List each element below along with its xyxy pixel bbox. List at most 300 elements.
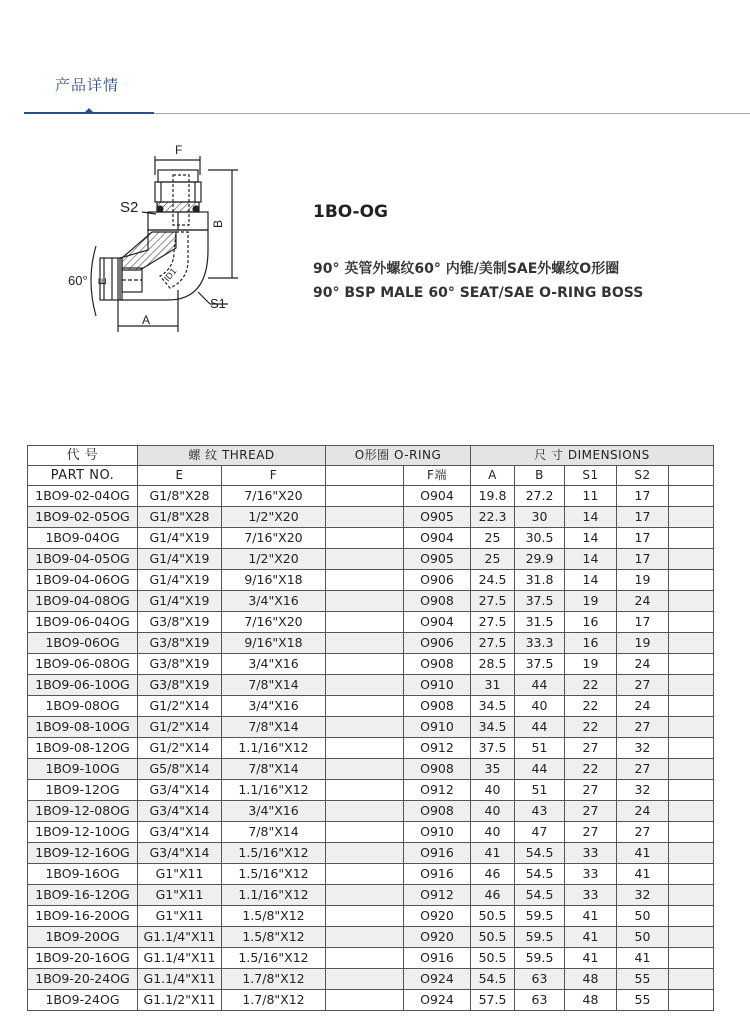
table-row bbox=[28, 696, 714, 717]
cell-blank bbox=[326, 801, 404, 822]
cell-dim-s2: 27 bbox=[617, 675, 669, 696]
header-oring: O形圈 O-RING bbox=[326, 446, 471, 466]
cell-extra bbox=[669, 738, 714, 759]
cell-dim-a: 27.5 bbox=[471, 633, 515, 654]
table-row bbox=[28, 738, 714, 759]
cell-dim-a: 40 bbox=[471, 801, 515, 822]
cell-thread-e: G3/8"X19 bbox=[138, 675, 222, 696]
cell-dim-s2: 17 bbox=[617, 486, 669, 507]
cell-dim-b: 59.5 bbox=[515, 906, 565, 927]
cell-dim-b: 54.5 bbox=[515, 843, 565, 864]
cell-thread-e: G1.1/4"X11 bbox=[138, 948, 222, 969]
table-row bbox=[28, 927, 714, 948]
cell-extra bbox=[669, 612, 714, 633]
cell-dim-a: 50.5 bbox=[471, 906, 515, 927]
cell-oring: O916 bbox=[404, 864, 471, 885]
fitting-top-stem bbox=[148, 170, 208, 230]
cell-thread-f: 1.7/8"X12 bbox=[222, 990, 326, 1011]
cell-part-no: 1BO9-20OG bbox=[28, 927, 138, 948]
cell-dim-b: 44 bbox=[515, 717, 565, 738]
cell-dim-s1: 27 bbox=[565, 822, 617, 843]
cell-thread-f: 1.1/16"X12 bbox=[222, 885, 326, 906]
page-title: 产品详情 bbox=[55, 76, 120, 94]
cell-blank bbox=[326, 507, 404, 528]
label-s2: S2 bbox=[120, 199, 139, 216]
cell-dim-a: 27.5 bbox=[471, 612, 515, 633]
table-row bbox=[28, 717, 714, 738]
cell-extra bbox=[669, 990, 714, 1011]
cell-oring: O904 bbox=[404, 486, 471, 507]
table-row bbox=[28, 612, 714, 633]
cell-oring: O906 bbox=[404, 633, 471, 654]
cell-dim-a: 24.5 bbox=[471, 570, 515, 591]
header-col-fend: F端 bbox=[404, 466, 471, 486]
cell-dim-s1: 33 bbox=[565, 843, 617, 864]
cell-oring: O908 bbox=[404, 654, 471, 675]
header-dimensions: 尺 寸 DIMENSIONS bbox=[471, 446, 714, 466]
table-row bbox=[28, 969, 714, 990]
cell-thread-e: G1/2"X14 bbox=[138, 738, 222, 759]
cell-blank bbox=[326, 591, 404, 612]
cell-dim-s2: 55 bbox=[617, 969, 669, 990]
cell-dim-a: 22.3 bbox=[471, 507, 515, 528]
cell-blank bbox=[326, 528, 404, 549]
product-code: 1BO-OG bbox=[313, 202, 389, 222]
cell-blank bbox=[326, 969, 404, 990]
cell-thread-f: 7/8"X14 bbox=[222, 759, 326, 780]
cell-dim-a: 34.5 bbox=[471, 696, 515, 717]
cell-thread-e: G1/4"X19 bbox=[138, 528, 222, 549]
cell-oring: O912 bbox=[404, 738, 471, 759]
header-thread: 螺 纹 THREAD bbox=[138, 446, 326, 466]
cell-thread-f: 3/4"X16 bbox=[222, 654, 326, 675]
cell-oring: O908 bbox=[404, 591, 471, 612]
cell-blank bbox=[326, 549, 404, 570]
cell-dim-s1: 19 bbox=[565, 591, 617, 612]
table-row bbox=[28, 570, 714, 591]
cell-dim-s1: 16 bbox=[565, 633, 617, 654]
cell-oring: O905 bbox=[404, 507, 471, 528]
label-e: E bbox=[97, 277, 109, 285]
label-60: 60° bbox=[68, 273, 88, 288]
cell-dim-s2: 50 bbox=[617, 927, 669, 948]
cell-dim-s1: 16 bbox=[565, 612, 617, 633]
cell-extra bbox=[669, 864, 714, 885]
cell-dim-b: 54.5 bbox=[515, 885, 565, 906]
table-row bbox=[28, 633, 714, 654]
cell-thread-f: 9/16"X18 bbox=[222, 570, 326, 591]
cell-thread-e: G3/4"X14 bbox=[138, 843, 222, 864]
cell-dim-s2: 24 bbox=[617, 801, 669, 822]
cell-dim-s1: 22 bbox=[565, 696, 617, 717]
cell-dim-a: 37.5 bbox=[471, 738, 515, 759]
cell-part-no: 1BO9-12OG bbox=[28, 780, 138, 801]
cell-extra bbox=[669, 780, 714, 801]
cell-dim-s1: 41 bbox=[565, 927, 617, 948]
cell-blank bbox=[326, 570, 404, 591]
cell-thread-e: G3/4"X14 bbox=[138, 822, 222, 843]
cell-dim-s2: 27 bbox=[617, 717, 669, 738]
cell-part-no: 1BO9-24OG bbox=[28, 990, 138, 1011]
cell-thread-f: 1.5/16"X12 bbox=[222, 864, 326, 885]
cell-dim-a: 50.5 bbox=[471, 948, 515, 969]
cell-blank bbox=[326, 864, 404, 885]
table-row bbox=[28, 549, 714, 570]
cell-extra bbox=[669, 654, 714, 675]
cell-part-no: 1BO9-20-16OG bbox=[28, 948, 138, 969]
cell-dim-a: 57.5 bbox=[471, 990, 515, 1011]
cell-dim-s1: 22 bbox=[565, 717, 617, 738]
cell-dim-b: 33.3 bbox=[515, 633, 565, 654]
cell-oring: O908 bbox=[404, 801, 471, 822]
cell-part-no: 1BO9-08-10OG bbox=[28, 717, 138, 738]
cell-dim-b: 59.5 bbox=[515, 948, 565, 969]
cell-blank bbox=[326, 843, 404, 864]
cell-dim-s1: 22 bbox=[565, 759, 617, 780]
table-row bbox=[28, 675, 714, 696]
cell-thread-e: G1/4"X19 bbox=[138, 549, 222, 570]
label-f: F bbox=[175, 143, 183, 157]
cell-oring: O920 bbox=[404, 927, 471, 948]
cell-thread-e: G1.1/4"X11 bbox=[138, 927, 222, 948]
cell-dim-b: 44 bbox=[515, 675, 565, 696]
cell-thread-f: 1.5/16"X12 bbox=[222, 843, 326, 864]
cell-thread-f: 1/2"X20 bbox=[222, 507, 326, 528]
cell-dim-s2: 27 bbox=[617, 759, 669, 780]
cell-oring: O916 bbox=[404, 843, 471, 864]
table-row bbox=[28, 759, 714, 780]
cell-extra bbox=[669, 528, 714, 549]
header-col-s2: S2 bbox=[617, 466, 669, 486]
cell-thread-e: G1"X11 bbox=[138, 906, 222, 927]
product-description-cn: 90° 英管外螺纹60° 内锥/美制SAE外螺纹O形圈 bbox=[313, 261, 620, 277]
cell-extra bbox=[669, 570, 714, 591]
cell-extra bbox=[669, 633, 714, 654]
header-col-e: E bbox=[138, 466, 222, 486]
header-row-1 bbox=[28, 446, 714, 466]
cell-dim-b: 54.5 bbox=[515, 864, 565, 885]
header-col-blank bbox=[326, 466, 404, 486]
cell-dim-s1: 41 bbox=[565, 948, 617, 969]
header-col-b: B bbox=[515, 466, 565, 486]
cell-dim-b: 51 bbox=[515, 780, 565, 801]
label-s1: S1 bbox=[210, 296, 226, 311]
cell-thread-f: 1.1/16"X12 bbox=[222, 780, 326, 801]
cell-part-no: 1BO9-08-12OG bbox=[28, 738, 138, 759]
cell-thread-f: 7/8"X14 bbox=[222, 717, 326, 738]
table-row bbox=[28, 990, 714, 1011]
product-description-en: 90° BSP MALE 60° SEAT/SAE O-RING BOSS bbox=[313, 285, 644, 301]
cell-extra bbox=[669, 843, 714, 864]
cell-dim-b: 30 bbox=[515, 507, 565, 528]
cell-dim-a: 46 bbox=[471, 885, 515, 906]
cell-extra bbox=[669, 696, 714, 717]
cell-blank bbox=[326, 927, 404, 948]
cell-blank bbox=[326, 759, 404, 780]
cell-blank bbox=[326, 696, 404, 717]
cell-thread-e: G1/2"X14 bbox=[138, 717, 222, 738]
cell-blank bbox=[326, 780, 404, 801]
cell-oring: O906 bbox=[404, 570, 471, 591]
label-a: A bbox=[142, 313, 151, 327]
cell-thread-f: 1.5/16"X12 bbox=[222, 948, 326, 969]
cell-extra bbox=[669, 717, 714, 738]
cell-extra bbox=[669, 906, 714, 927]
cell-dim-s1: 19 bbox=[565, 654, 617, 675]
cell-extra bbox=[669, 801, 714, 822]
cell-extra bbox=[669, 591, 714, 612]
cell-part-no: 1BO9-06-10OG bbox=[28, 675, 138, 696]
cell-blank bbox=[326, 654, 404, 675]
cell-extra bbox=[669, 927, 714, 948]
cell-thread-e: G1/8"X28 bbox=[138, 507, 222, 528]
cell-dim-b: 44 bbox=[515, 759, 565, 780]
label-s1-group bbox=[198, 292, 228, 311]
cell-dim-b: 27.2 bbox=[515, 486, 565, 507]
table-row bbox=[28, 486, 714, 507]
cell-thread-f: 7/8"X14 bbox=[222, 675, 326, 696]
cell-dim-s2: 32 bbox=[617, 780, 669, 801]
cell-dim-b: 37.5 bbox=[515, 591, 565, 612]
table-row bbox=[28, 507, 714, 528]
cell-blank bbox=[326, 885, 404, 906]
cell-thread-e: G1/8"X28 bbox=[138, 486, 222, 507]
cell-dim-s2: 32 bbox=[617, 885, 669, 906]
table-row bbox=[28, 801, 714, 822]
header-col-a: A bbox=[471, 466, 515, 486]
cell-dim-s1: 11 bbox=[565, 486, 617, 507]
cell-thread-e: G3/8"X19 bbox=[138, 612, 222, 633]
cell-dim-a: 25 bbox=[471, 528, 515, 549]
cell-dim-s1: 14 bbox=[565, 549, 617, 570]
cell-dim-b: 63 bbox=[515, 990, 565, 1011]
cell-thread-f: 1.5/8"X12 bbox=[222, 906, 326, 927]
cell-oring: O912 bbox=[404, 885, 471, 906]
dimension-a bbox=[118, 290, 178, 332]
cell-blank bbox=[326, 738, 404, 759]
cell-dim-s2: 17 bbox=[617, 612, 669, 633]
cell-thread-e: G1"X11 bbox=[138, 864, 222, 885]
cell-extra bbox=[669, 486, 714, 507]
cell-thread-f: 1/2"X20 bbox=[222, 549, 326, 570]
cell-dim-s2: 17 bbox=[617, 528, 669, 549]
cell-thread-e: G1/4"X19 bbox=[138, 591, 222, 612]
table-row bbox=[28, 591, 714, 612]
table-row bbox=[28, 906, 714, 927]
cell-thread-f: 1.5/8"X12 bbox=[222, 927, 326, 948]
header-col-extra bbox=[669, 466, 714, 486]
cell-dim-s1: 27 bbox=[565, 780, 617, 801]
table-row bbox=[28, 948, 714, 969]
cell-dim-s2: 24 bbox=[617, 696, 669, 717]
cell-part-no: 1BO9-12-16OG bbox=[28, 843, 138, 864]
cell-thread-e: G1"X11 bbox=[138, 885, 222, 906]
cell-part-no: 1BO9-16OG bbox=[28, 864, 138, 885]
cell-dim-s2: 32 bbox=[617, 738, 669, 759]
cell-dim-a: 19.8 bbox=[471, 486, 515, 507]
cell-part-no: 1BO9-10OG bbox=[28, 759, 138, 780]
cell-dim-s1: 41 bbox=[565, 906, 617, 927]
cell-dim-s1: 27 bbox=[565, 738, 617, 759]
cell-part-no: 1BO9-12-10OG bbox=[28, 822, 138, 843]
cell-dim-s2: 19 bbox=[617, 633, 669, 654]
angle-and-e-dimension bbox=[68, 246, 112, 316]
cell-oring: O912 bbox=[404, 780, 471, 801]
spec-table bbox=[27, 445, 714, 1011]
cell-dim-s1: 22 bbox=[565, 675, 617, 696]
cell-extra bbox=[669, 507, 714, 528]
table-row bbox=[28, 885, 714, 906]
cell-thread-e: G1.1/4"X11 bbox=[138, 969, 222, 990]
cell-dim-s2: 27 bbox=[617, 822, 669, 843]
cell-oring: O904 bbox=[404, 528, 471, 549]
cell-extra bbox=[669, 759, 714, 780]
cell-dim-a: 41 bbox=[471, 843, 515, 864]
cell-dim-b: 30.5 bbox=[515, 528, 565, 549]
cell-oring: O908 bbox=[404, 759, 471, 780]
cell-extra bbox=[669, 969, 714, 990]
cell-blank bbox=[326, 948, 404, 969]
cell-dim-b: 63 bbox=[515, 969, 565, 990]
cell-dim-b: 29.9 bbox=[515, 549, 565, 570]
cell-dim-s1: 33 bbox=[565, 864, 617, 885]
cell-dim-a: 40 bbox=[471, 780, 515, 801]
cell-dim-s2: 41 bbox=[617, 843, 669, 864]
fitting-diagram bbox=[60, 140, 250, 340]
cell-part-no: 1BO9-06-08OG bbox=[28, 654, 138, 675]
cell-extra bbox=[669, 675, 714, 696]
cell-dim-s2: 41 bbox=[617, 864, 669, 885]
cell-part-no: 1BO9-16-12OG bbox=[28, 885, 138, 906]
cell-thread-e: G3/8"X19 bbox=[138, 633, 222, 654]
cell-dim-b: 37.5 bbox=[515, 654, 565, 675]
cell-dim-s1: 14 bbox=[565, 528, 617, 549]
table-row bbox=[28, 654, 714, 675]
header-pointer-icon bbox=[84, 108, 94, 113]
cell-blank bbox=[326, 633, 404, 654]
header-col-s1: S1 bbox=[565, 466, 617, 486]
cell-dim-a: 31 bbox=[471, 675, 515, 696]
cell-dim-s1: 48 bbox=[565, 990, 617, 1011]
table-row bbox=[28, 822, 714, 843]
header-code-cn: 代 号 bbox=[28, 446, 138, 466]
cell-dim-s1: 27 bbox=[565, 801, 617, 822]
cell-dim-a: 40 bbox=[471, 822, 515, 843]
cell-dim-b: 31.8 bbox=[515, 570, 565, 591]
cell-thread-f: 1.1/16"X12 bbox=[222, 738, 326, 759]
cell-thread-e: G5/8"X14 bbox=[138, 759, 222, 780]
cell-thread-e: G3/4"X14 bbox=[138, 801, 222, 822]
cell-dim-s2: 50 bbox=[617, 906, 669, 927]
cell-thread-f: 3/4"X16 bbox=[222, 591, 326, 612]
header-row-2 bbox=[28, 466, 714, 486]
cell-blank bbox=[326, 486, 404, 507]
cell-dim-s1: 33 bbox=[565, 885, 617, 906]
cell-extra bbox=[669, 822, 714, 843]
cell-blank bbox=[326, 906, 404, 927]
cell-dim-b: 40 bbox=[515, 696, 565, 717]
cell-thread-f: 9/16"X18 bbox=[222, 633, 326, 654]
cell-blank bbox=[326, 822, 404, 843]
cell-dim-s2: 41 bbox=[617, 948, 669, 969]
label-s2-group bbox=[120, 199, 156, 216]
cell-dim-s2: 17 bbox=[617, 507, 669, 528]
cell-dim-s1: 14 bbox=[565, 570, 617, 591]
cell-oring: O910 bbox=[404, 822, 471, 843]
table-row bbox=[28, 780, 714, 801]
dimension-b bbox=[208, 170, 238, 278]
cell-thread-f: 3/4"X16 bbox=[222, 801, 326, 822]
cell-dim-a: 54.5 bbox=[471, 969, 515, 990]
label-id1: ID1 bbox=[161, 266, 179, 284]
label-b: B bbox=[211, 219, 225, 228]
cell-part-no: 1BO9-16-20OG bbox=[28, 906, 138, 927]
cell-dim-s1: 48 bbox=[565, 969, 617, 990]
cell-dim-b: 51 bbox=[515, 738, 565, 759]
cell-part-no: 1BO9-20-24OG bbox=[28, 969, 138, 990]
cell-dim-s2: 17 bbox=[617, 549, 669, 570]
cell-thread-f: 7/16"X20 bbox=[222, 528, 326, 549]
cell-thread-f: 7/16"X20 bbox=[222, 486, 326, 507]
cell-dim-s2: 55 bbox=[617, 990, 669, 1011]
cell-part-no: 1BO9-08OG bbox=[28, 696, 138, 717]
cell-dim-s2: 24 bbox=[617, 654, 669, 675]
header-code-en: PART NO. bbox=[28, 466, 138, 486]
cell-oring: O910 bbox=[404, 675, 471, 696]
cell-thread-e: G1/4"X19 bbox=[138, 570, 222, 591]
cell-dim-a: 25 bbox=[471, 549, 515, 570]
cell-oring: O924 bbox=[404, 990, 471, 1011]
cell-blank bbox=[326, 717, 404, 738]
cell-thread-e: G1/2"X14 bbox=[138, 696, 222, 717]
cell-dim-b: 43 bbox=[515, 801, 565, 822]
cell-thread-f: 7/8"X14 bbox=[222, 822, 326, 843]
table-row bbox=[28, 864, 714, 885]
cell-part-no: 1BO9-06OG bbox=[28, 633, 138, 654]
cell-thread-e: G1.1/2"X11 bbox=[138, 990, 222, 1011]
cell-dim-a: 34.5 bbox=[471, 717, 515, 738]
cell-thread-e: G3/4"X14 bbox=[138, 780, 222, 801]
cell-oring: O920 bbox=[404, 906, 471, 927]
cell-dim-a: 28.5 bbox=[471, 654, 515, 675]
cell-oring: O910 bbox=[404, 717, 471, 738]
cell-thread-f: 1.7/8"X12 bbox=[222, 969, 326, 990]
cell-thread-f: 7/16"X20 bbox=[222, 612, 326, 633]
cell-dim-s1: 14 bbox=[565, 507, 617, 528]
cell-dim-s2: 19 bbox=[617, 570, 669, 591]
table-row bbox=[28, 528, 714, 549]
header-col-f: F bbox=[222, 466, 326, 486]
cell-part-no: 1BO9-06-04OG bbox=[28, 612, 138, 633]
cell-part-no: 1BO9-12-08OG bbox=[28, 801, 138, 822]
cell-extra bbox=[669, 948, 714, 969]
cell-oring: O905 bbox=[404, 549, 471, 570]
cell-dim-a: 50.5 bbox=[471, 927, 515, 948]
cell-extra bbox=[669, 885, 714, 906]
cell-blank bbox=[326, 675, 404, 696]
cell-part-no: 1BO9-04-06OG bbox=[28, 570, 138, 591]
cell-dim-s2: 24 bbox=[617, 591, 669, 612]
cell-part-no: 1BO9-04-08OG bbox=[28, 591, 138, 612]
cell-extra bbox=[669, 549, 714, 570]
fitting-elbow-body bbox=[120, 230, 208, 300]
cell-dim-b: 47 bbox=[515, 822, 565, 843]
cell-thread-f: 3/4"X16 bbox=[222, 696, 326, 717]
cell-dim-a: 35 bbox=[471, 759, 515, 780]
table-row bbox=[28, 843, 714, 864]
cell-oring: O904 bbox=[404, 612, 471, 633]
cell-oring: O908 bbox=[404, 696, 471, 717]
